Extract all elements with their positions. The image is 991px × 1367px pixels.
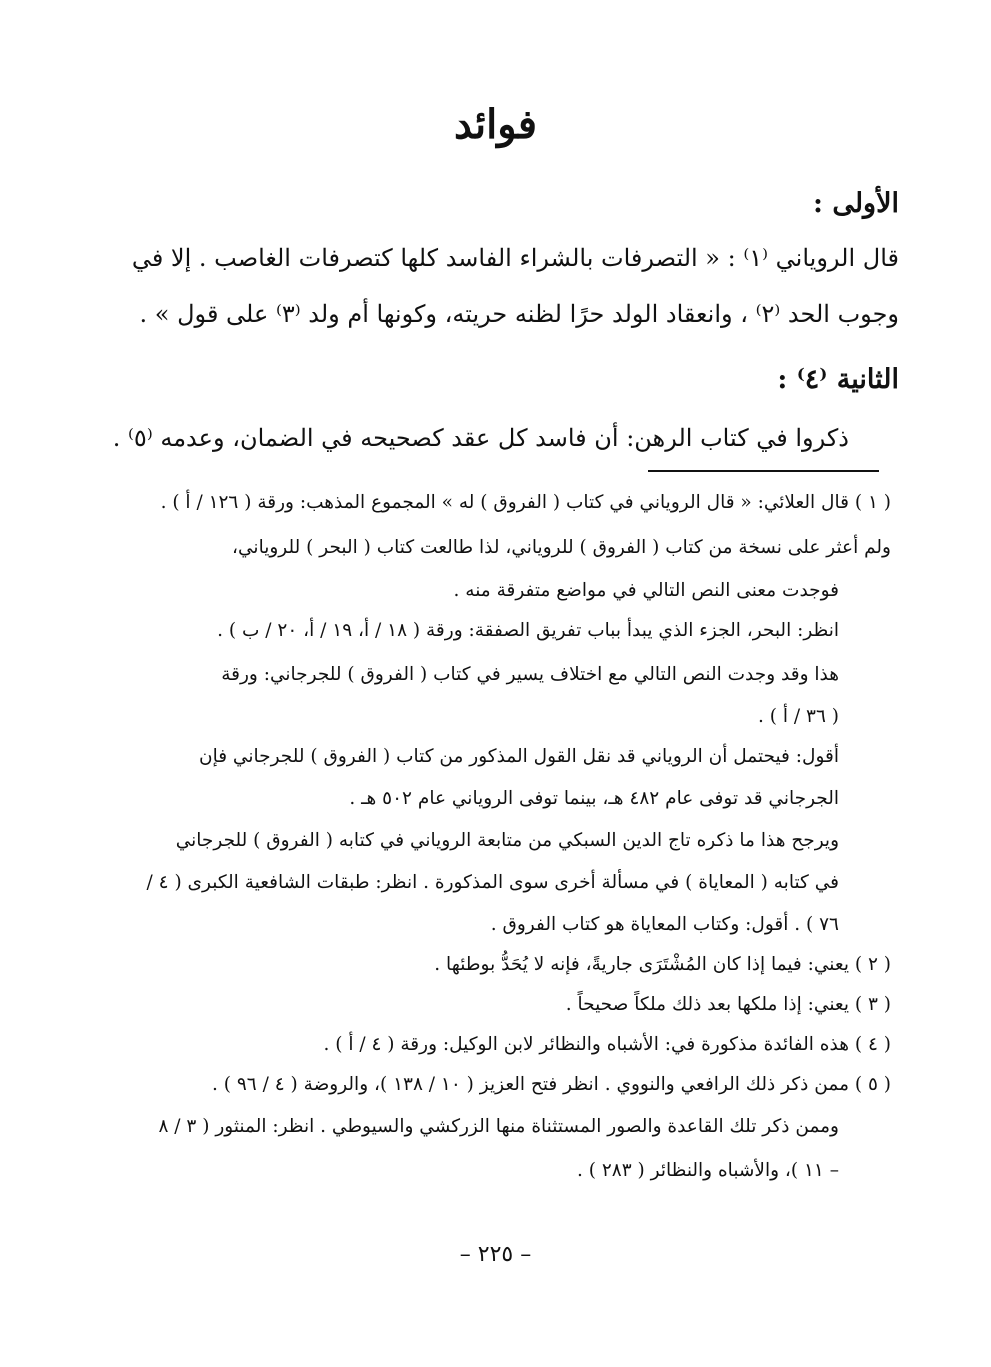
footnote-divider: [648, 470, 879, 472]
footnote-line: في كتابه ( المعاياة ) في مسألة أخرى سوى المذكورة . انظر: طبقات الشافعية الكبرى ( ٤ /: [146, 872, 839, 893]
footnote-line: وممن ذكر تلك القاعدة والصور المستثناة منها الزركشي والسيوطي . انظر: المنثور ( ٣ / ٨: [158, 1116, 839, 1137]
footnote-line: الجرجاني قد توفى عام ٤٨٢ هـ، بينما توفى الروياني عام ٥٠٢ هـ .: [349, 788, 839, 809]
footnote-line: ( ٤ ) هذه الفائدة مذكورة في: الأشباه والنظائر لابن الوكيل: ورقة ( ٤ / أ ) .: [323, 1034, 891, 1055]
section-heading-first: الأولى :: [812, 188, 899, 219]
body-line: ذكروا في كتاب الرهن: أن فاسد كل عقد كصحيحه في الضمان، وعدمه ⁽٥⁾ .: [112, 424, 849, 452]
footnote-line: ( ٢ ) يعني: فيما إذا كان المُشْتَرَى جاريةً، فإنه لا يُحَدُّ بوطئها .: [434, 954, 891, 975]
footnote-line: ( ١ ) قال العلائي: « قال الروياني في كتاب ( الفروق ) له » المجموع المذهب: ورقة ( ١٢٦ / أ ) .: [160, 492, 891, 513]
footnote-line: ( ٣٦ / أ ) .: [758, 706, 839, 727]
page-number: – ٢٢٥ –: [459, 1242, 532, 1267]
footnote-line: – ١١ )، والأشباه والنظائر ( ٢٨٣ ) .: [577, 1160, 839, 1181]
footnote-line: ( ٣ ) يعني: إذا ملكها بعد ذلك ملكاً صحيحاً .: [565, 994, 891, 1015]
footnote-line: فوجدت معنى النص التالي في مواضع متفرقة منه .: [453, 580, 839, 601]
footnote-line: هذا وقد وجدت النص التالي مع اختلاف يسير في كتاب ( الفروق ) للجرجاني: ورقة: [221, 664, 839, 685]
footnote-line: ولم أعثر على نسخة من كتاب ( الفروق ) للروياني، لذا طالعت كتاب ( البحر ) للروياني،: [232, 537, 891, 558]
footnote-line: أقول: فيحتمل أن الروياني قد نقل القول المذكور من كتاب ( الفروق ) للجرجاني فإن: [198, 746, 839, 767]
body-line: قال الروياني ⁽١⁾ : « التصرفات بالشراء الفاسد كلها كتصرفات الغاصب . إلا في: [131, 244, 899, 272]
footnote-line: ويرجح هذا ما ذكره تاج الدين السبكي من متابعة الروياني في كتابه ( الفروق ) للجرجاني: [175, 830, 839, 851]
body-line: وجوب الحد ⁽٢⁾ ، وانعقاد الولد حرًا لظنه حريته، وكونها أم ولد ⁽٣⁾ على قول » .: [139, 300, 899, 328]
footnote-line: ( ٥ ) ممن ذكر ذلك الرافعي والنووي . انظر فتح العزيز ( ١٠ / ١٣٨ )، والروضة ( ٤ / ٩٦ ) .: [212, 1074, 891, 1095]
footnote-line: انظر: البحر، الجزء الذي يبدأ بباب تفريق الصفقة: ورقة ( ١٨ / أ، ١٩ / أ، ٢٠ / ب ) .: [217, 620, 839, 641]
page-title: فوائد: [453, 101, 538, 148]
footnote-line: ٧٦ ) . أقول: وكتاب المعاياة هو كتاب الفروق .: [490, 914, 839, 935]
section-heading-second: الثانية ⁽٤⁾ :: [777, 364, 899, 395]
